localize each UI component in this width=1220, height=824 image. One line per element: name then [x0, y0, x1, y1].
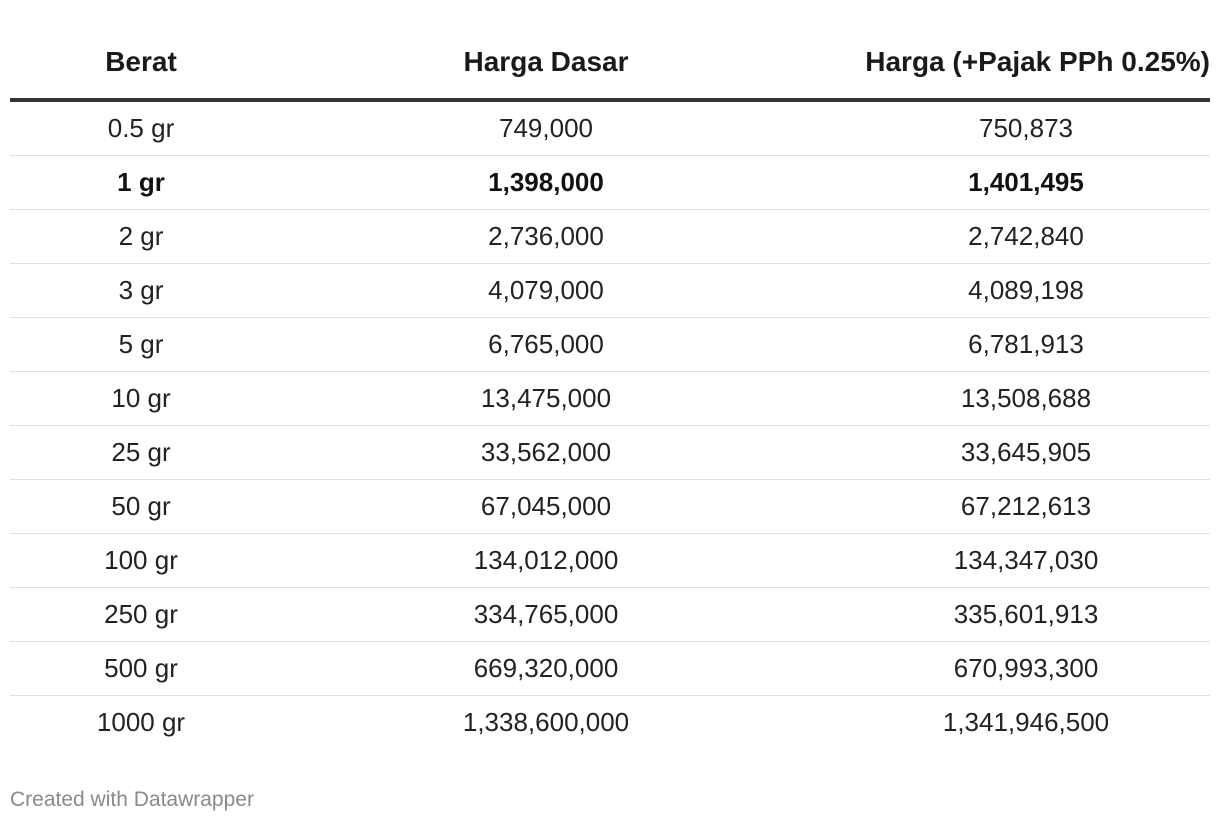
- cell-harga-dasar: 1,398,000: [272, 156, 820, 210]
- cell-berat: 1 gr: [10, 156, 272, 210]
- table-row: [10, 210, 1210, 264]
- cell-berat: 1000 gr: [96, 707, 186, 737]
- column-header-berat[interactable]: Berat: [10, 26, 272, 100]
- cell-harga-pajak: 33,645,905: [820, 426, 1210, 480]
- cell-harga-dasar: 67,045,000: [272, 480, 820, 534]
- table-row: [10, 100, 1210, 156]
- cell-harga-dasar: 6,765,000: [272, 318, 820, 372]
- cell-harga-pajak: 13,508,688: [820, 372, 1210, 426]
- cell-harga-pajak: 134,347,030: [820, 534, 1210, 588]
- cell-berat: 50 gr: [10, 480, 272, 534]
- table-row: [10, 426, 1210, 480]
- cell-berat: 2 gr: [10, 210, 272, 264]
- cell-harga-pajak: 4,089,198: [820, 264, 1210, 318]
- cell-harga-pajak: 1,401,495: [820, 156, 1210, 210]
- table-row: [10, 372, 1210, 426]
- cell-harga-dasar: 669,320,000: [272, 642, 820, 696]
- cell-berat: 3 gr: [10, 264, 272, 318]
- cell-berat: 0.5 gr: [10, 100, 272, 156]
- cell-harga-dasar: 134,012,000: [272, 534, 820, 588]
- header-row: [10, 26, 1210, 100]
- cell-harga-pajak: 670,993,300: [820, 642, 1210, 696]
- cell-harga-pajak: 335,601,913: [820, 588, 1210, 642]
- table-row: [10, 318, 1210, 372]
- cell-harga-dasar: 749,000: [272, 100, 820, 156]
- datawrapper-credit: Created with Datawrapper: [10, 788, 254, 811]
- table-row: [10, 696, 1210, 750]
- table-row: [10, 642, 1210, 696]
- table-body: [10, 100, 1210, 749]
- cell-harga-pajak: 1,341,946,500: [942, 707, 1110, 737]
- cell-harga-pajak: 750,873: [820, 100, 1210, 156]
- cell-berat: 100 gr: [10, 534, 272, 588]
- cell-harga-dasar: 4,079,000: [272, 264, 820, 318]
- cell-harga-dasar: 1,338,600,000: [462, 707, 630, 737]
- table-header: [10, 26, 1210, 100]
- cell-harga-pajak: 6,781,913: [820, 318, 1210, 372]
- cell-berat: 25 gr: [10, 426, 272, 480]
- cell-harga-dasar: 334,765,000: [272, 588, 820, 642]
- gold-price-table: [10, 26, 1210, 749]
- cell-harga-dasar: 33,562,000: [272, 426, 820, 480]
- table-row: [10, 156, 1210, 210]
- cell-berat: 500 gr: [10, 642, 272, 696]
- table-row: [10, 480, 1210, 534]
- cell-berat: 5 gr: [10, 318, 272, 372]
- cell-harga-pajak: 67,212,613: [820, 480, 1210, 534]
- cell-harga-dasar: 13,475,000: [272, 372, 820, 426]
- cell-berat: 10 gr: [10, 372, 272, 426]
- table-row: [10, 264, 1210, 318]
- table-row: [10, 534, 1210, 588]
- column-header-harga-dasar[interactable]: Harga Dasar: [272, 26, 820, 100]
- cell-harga-dasar: 2,736,000: [272, 210, 820, 264]
- table-row: [10, 588, 1210, 642]
- cell-berat: 250 gr: [10, 588, 272, 642]
- column-header-harga-pajak[interactable]: Harga (+Pajak PPh 0.25%): [820, 26, 1210, 100]
- cell-harga-pajak: 2,742,840: [820, 210, 1210, 264]
